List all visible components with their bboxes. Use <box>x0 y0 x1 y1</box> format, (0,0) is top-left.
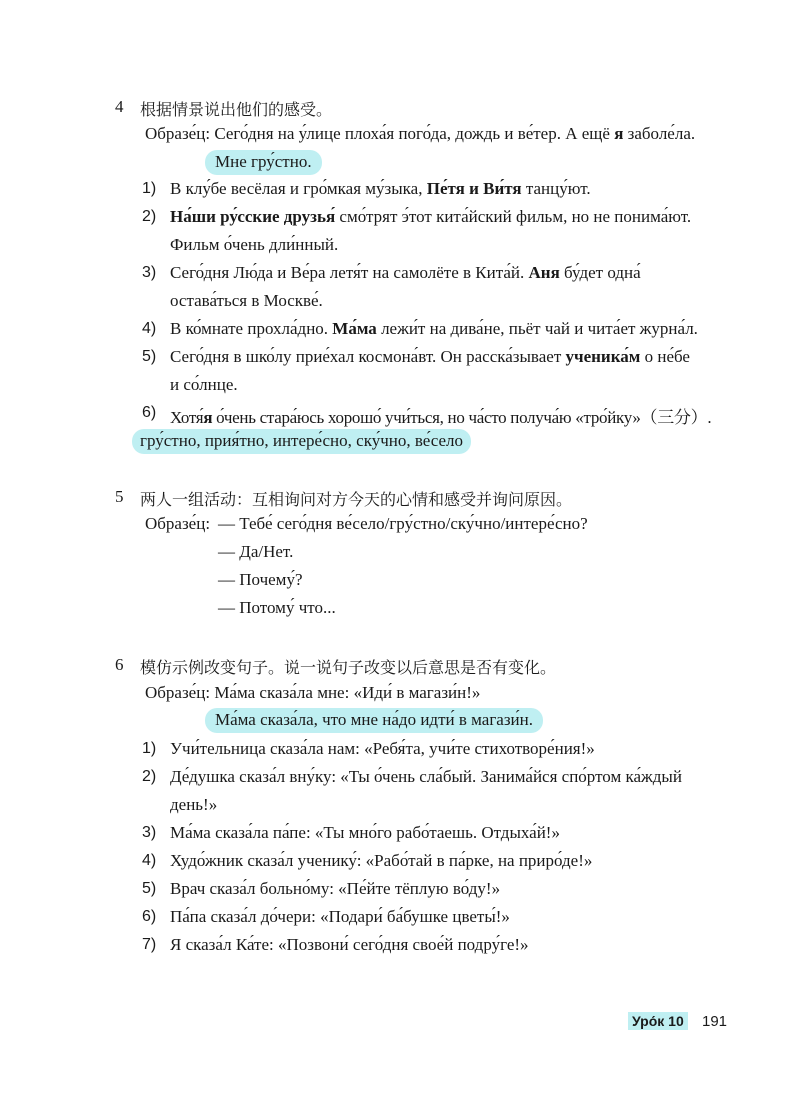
word-bank-highlight: гру́стно, прия́тно, интере́сно, ску́чно, ве́село <box>132 429 471 454</box>
item-bold: Аня <box>528 263 560 282</box>
item-number: 1) <box>142 180 157 197</box>
exercise-6-answer <box>205 708 543 733</box>
item-continuation: и со́лнце. <box>170 375 238 394</box>
sample-text: Ма́ма сказа́ла мне: «Иди́ в магази́н!» <box>214 683 481 702</box>
list-item <box>170 347 690 367</box>
lesson-tag: Уро́к 10 <box>628 1012 688 1030</box>
item-continuation: Фильм о́чень дли́нный. <box>170 235 339 254</box>
exercise-5-title: 两人一组活动：互相询问对方今天的心情和感受并询问原因。 <box>140 490 573 509</box>
item-number: 1) <box>142 740 157 757</box>
item-text: о не́бе <box>644 347 690 366</box>
list-item <box>170 207 691 227</box>
exercise-4-answer <box>205 150 322 175</box>
exercise-6-sample <box>145 683 480 703</box>
item-text: В клу́бе весёлая и гро́мкая му́зыка, <box>170 179 423 198</box>
list-item: Я сказа́л Ка́те: «Позвони́ сего́дня свое́й подру́ге!» <box>170 935 529 954</box>
page-footer <box>628 1011 727 1031</box>
list-item: Ма́ма сказа́ла па́пе: «Ты мно́го рабо́таешь. Отдыха́й!» <box>170 823 560 842</box>
sample-label: Образе́ц: <box>145 683 211 702</box>
item-number: 5) <box>142 880 157 897</box>
exercise-6-number: 6 <box>115 655 124 674</box>
item-text: лежи́т на дива́не, пьёт чай и чита́ет журна́л. <box>381 319 698 338</box>
exercise-4-title: 根据情景说出他们的感受。 <box>140 100 333 119</box>
item-continuation: день!» <box>170 795 218 814</box>
list-item: Па́па сказа́л до́чери: «Подари́ ба́бушке цветы́!» <box>170 907 510 926</box>
item-text: танцу́ют. <box>525 179 591 198</box>
item-bold: На́ши ру́сские друзья́ <box>170 207 336 226</box>
sample-label: Образе́ц: <box>145 124 211 143</box>
answer-highlight: Мне гру́стно. <box>205 150 322 175</box>
item-text: о́чень стара́юсь хорошо́ учи́ться, но ча́сто получа́ю «тро́йку»（三分）. <box>216 408 712 427</box>
list-item: Худо́жник сказа́л ученику́: «Рабо́тай в па́рке, на приро́де!» <box>170 851 593 870</box>
item-number: 2) <box>142 208 157 225</box>
dialogue-line: — Почему́? <box>218 570 303 589</box>
item-number: 6) <box>142 404 157 421</box>
list-item: Врач сказа́л больно́му: «Пе́йте тёплую во́ду!» <box>170 879 501 898</box>
sample-text: Сего́дня на у́лице плоха́я пого́да, дождь и ве́тер. А ещё <box>214 124 610 143</box>
page-number: 191 <box>702 1013 728 1030</box>
item-number: 5) <box>142 348 157 365</box>
list-item <box>170 179 591 199</box>
item-bold: я <box>203 408 213 427</box>
item-text: бу́дет одна́ <box>564 263 641 282</box>
list-item: Учи́тельница сказа́ла нам: «Ребя́та, учи́те стихотворе́ния!» <box>170 739 595 758</box>
word-bank <box>132 429 471 454</box>
exercise-5-sample-label: Образе́ц: <box>145 514 211 533</box>
item-number: 4) <box>142 852 157 869</box>
exercise-6-title: 模仿示例改变句子。说一说句子改变以后意思是否有变化。 <box>140 658 557 677</box>
dialogue-line: — Тебе́ сего́дня ве́село/гру́стно/ску́чно/интере́сно? <box>218 514 588 533</box>
sample-bold: я <box>614 124 624 143</box>
item-number: 4) <box>142 320 157 337</box>
list-item: Де́душка сказа́л вну́ку: «Ты о́чень сла́бый. Занима́йся спо́ртом ка́ждый <box>170 767 682 786</box>
dialogue-line: — Потому́ что... <box>218 598 336 617</box>
item-number: 3) <box>142 824 157 841</box>
item-continuation: остава́ться в Москве́. <box>170 291 323 310</box>
item-bold: Пе́тя и Ви́тя <box>426 179 522 198</box>
item-number: 2) <box>142 768 157 785</box>
exercise-4-number: 4 <box>115 97 124 116</box>
item-number: 7) <box>142 936 157 953</box>
item-number: 6) <box>142 908 157 925</box>
list-item <box>170 319 698 339</box>
list-item <box>170 403 711 428</box>
answer-highlight: Ма́ма сказа́ла, что мне на́до идти́ в магази́н. <box>205 708 543 733</box>
item-text: В ко́мнате прохла́дно. <box>170 319 329 338</box>
item-text: Сего́дня Лю́да и Ве́ра летя́т на самолёте в Кита́й. <box>170 263 525 282</box>
sample-end: заболе́ла. <box>627 124 696 143</box>
exercise-4-sample <box>145 124 695 144</box>
item-number: 3) <box>142 264 157 281</box>
item-bold: Ма́ма <box>332 319 377 338</box>
item-text: Хотя́ <box>170 408 204 427</box>
exercise-5-number: 5 <box>115 487 124 506</box>
item-text: смо́трят э́тот кита́йский фильм, но не понима́ют. <box>339 207 692 226</box>
item-text: Сего́дня в шко́лу прие́хал космона́вт. Он расска́зывает <box>170 347 562 366</box>
dialogue-line: — Да/Нет. <box>218 542 294 561</box>
list-item <box>170 263 641 283</box>
item-bold: ученика́м <box>565 347 641 366</box>
